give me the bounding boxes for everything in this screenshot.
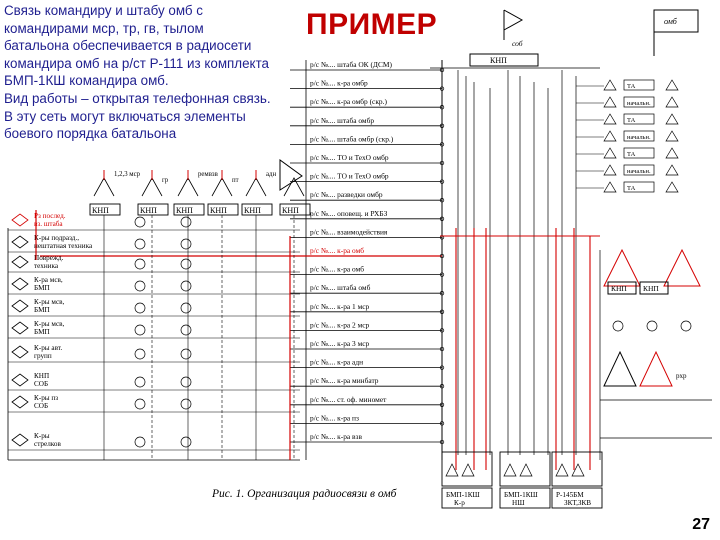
station-label: КНП [140, 206, 157, 215]
station-label: КНП [92, 206, 109, 215]
subscriber-label: групп [34, 352, 52, 360]
net-label: р/с №.... к-ра омб [310, 264, 365, 274]
vehicle-label: ЗКТ,ЗКВ [564, 499, 592, 507]
vehicle-label: БМП-1КШ [446, 491, 480, 499]
triangle-icon [604, 148, 616, 158]
flag [504, 10, 522, 30]
net-label: р/с №.... к-ра омбр [310, 78, 368, 88]
station-label: КНП [244, 206, 261, 215]
station-circle [135, 259, 145, 269]
diamond-icon [12, 236, 28, 248]
net-label: р/с №.... к-ра адн [310, 357, 364, 367]
station-circle [181, 281, 191, 291]
subscriber-label: начальн. [627, 100, 651, 107]
station-circle [613, 321, 623, 331]
subscriber-label: СОБ [34, 380, 49, 388]
vehicle-boxes [442, 452, 602, 508]
net-label: р/с №.... разведки омбр [310, 190, 383, 200]
diamond-icon [12, 256, 28, 268]
intro-line: Связь командиру и штабу омб с [4, 3, 203, 18]
triangle-icon [604, 80, 616, 90]
subscriber-label: К-ры подразд., [34, 234, 80, 242]
subscriber-label: ТА [627, 117, 636, 124]
subscriber-label: техника [34, 262, 59, 270]
station-circle [135, 437, 145, 447]
subscriber-label: К-ры [34, 432, 50, 440]
figure-caption: Рис. 1. Организация радиосвязи в омб [212, 488, 397, 500]
subscriber-label: КНП [611, 284, 627, 293]
net-label: р/с №.... к-ра омб [310, 246, 365, 255]
station-group-label: гр [162, 177, 169, 184]
triangle-icon [666, 131, 678, 141]
flag-sob-label: соб [512, 39, 523, 48]
station-circle [181, 349, 191, 359]
right-subscribers [576, 80, 712, 460]
diamond-icon [12, 322, 28, 334]
subscriber-label: К-ры авт. [34, 344, 63, 352]
net-label: р/с №.... оповещ. и РХБЗ [310, 208, 388, 218]
triangle-icon [94, 178, 114, 196]
net-label: р/с №.... ст. оф. миномет [310, 394, 387, 404]
station-circle [135, 377, 145, 387]
triangle-icon [212, 178, 232, 196]
net-label: р/с №.... ТО и ТехО омбр [310, 171, 389, 181]
subscriber-label: вз. штаба [34, 220, 63, 228]
diamond-icon [12, 300, 28, 312]
net-label: р/с №.... к-ра пз [310, 413, 359, 423]
subscriber-label: стрелков [34, 440, 61, 448]
triangle-icon [666, 97, 678, 107]
diamond-icon [12, 434, 28, 446]
subscriber-label: БМП [34, 306, 50, 314]
intro-line: БМП-1КШ командира омб. [4, 73, 169, 89]
subscriber-label: Рз послед. [34, 212, 66, 220]
subscriber-label: начальн. [627, 168, 651, 175]
station-label: КНП [210, 206, 227, 215]
triangle-icon [666, 165, 678, 175]
station-group-label: адн [266, 171, 277, 178]
net-label: р/с №.... к-ра 2 мср [310, 320, 370, 330]
triangle-icon [178, 178, 198, 196]
station-label: КНП [176, 206, 193, 215]
subscriber-label: Поврежд. [34, 254, 64, 262]
subscriber-label: К-ры мсв, [34, 298, 65, 306]
net-label: р/с №.... ТО и ТехО омбр [310, 153, 389, 162]
station-group-label: ремвзв [198, 171, 218, 178]
triangle-icon [604, 97, 616, 107]
intro-line: боевого порядка батальона [4, 126, 177, 142]
triangle-icon [604, 165, 616, 175]
red-triangle-icon [640, 352, 672, 386]
station-circle [181, 437, 191, 447]
vehicle-label: НШ [512, 499, 525, 507]
diamond-icon [12, 346, 28, 358]
vehicle-label: К-р [454, 499, 465, 507]
diamond-icon [12, 374, 28, 386]
subscriber-label: начальн. [627, 134, 651, 141]
subscriber-label: К-ры мсв, [34, 320, 65, 328]
subscriber-label: рхр [676, 372, 687, 380]
net-label: р/с №.... штаба омб [310, 283, 371, 293]
triangle-icon [666, 148, 678, 158]
subscriber-label: КНП [34, 372, 50, 380]
flag-omb-label: омб [664, 17, 677, 26]
triangle-icon [280, 160, 302, 190]
intro-line: батальона обеспечивается в радиосети [4, 38, 252, 54]
triangle-icon [604, 114, 616, 124]
net-label: р/с №.... к-ра 3 мср [310, 339, 370, 348]
station-circle [135, 281, 145, 291]
station-circle [181, 259, 191, 269]
station-circle [181, 217, 191, 227]
subscriber-label: ТА [627, 185, 636, 192]
net-label: р/с №.... взаимодействия [310, 227, 388, 237]
triangle-icon [246, 178, 266, 196]
subscriber-label: нештатная техника [34, 242, 93, 250]
triangle-icon [446, 464, 474, 476]
subscriber-label: К-ра мсв, [34, 276, 63, 284]
intro-line: Вид работы – открытая телефонная связь. [4, 90, 271, 106]
vehicle-label: Р-145БМ [556, 491, 584, 499]
vehicle-label: БМП-1КШ [504, 491, 538, 499]
net-label: р/с №.... к-ра взв [310, 432, 362, 441]
station-circle [135, 217, 145, 227]
station-group-label: пт [232, 177, 239, 184]
triangle-icon [604, 352, 636, 386]
triangle-icon [604, 182, 616, 192]
page-number: 27 [692, 516, 710, 533]
diamond-icon [12, 396, 28, 408]
subscriber-label: БМП [34, 284, 50, 292]
knp-label: КНП [490, 56, 507, 65]
diamond-icon [12, 278, 28, 290]
triangle-icon [604, 131, 616, 141]
station-circle [647, 321, 657, 331]
station-circle [681, 321, 691, 331]
red-triangle-icon [664, 250, 700, 286]
station-label: КНП [282, 206, 299, 215]
station-circle [135, 399, 145, 409]
station-circle [181, 239, 191, 249]
triangle-icon [142, 178, 162, 196]
triangle-icon [504, 464, 532, 476]
example-label: ПРИМЕР [306, 8, 438, 41]
subscriber-label: СОБ [34, 402, 49, 410]
top-flags [430, 10, 698, 68]
subscriber-label: ТА [627, 83, 636, 90]
net-label: р/с №.... штаба ОК (ДСМ) [310, 60, 392, 69]
station-circle [135, 239, 145, 249]
triangle-icon [556, 464, 584, 476]
triangle-icon [666, 114, 678, 124]
station-circle [135, 349, 145, 359]
intro-line: В эту сеть могут включаться элементы [4, 108, 246, 124]
net-label: р/с №.... к-ра омбр (скр.) [310, 97, 387, 107]
net-label: р/с №.... к-ра минбатр [310, 376, 379, 386]
subscriber-label: ТА [627, 151, 636, 158]
net-label: р/с №.... штаба омбр [310, 115, 375, 125]
subscriber-label: КНП [643, 284, 659, 293]
station-circle [135, 325, 145, 335]
station-circle [181, 325, 191, 335]
station-circle [181, 303, 191, 313]
intro-line: командирами мср, тр, гв, тылом [4, 20, 204, 36]
subscriber-label: К-ры пз [34, 394, 59, 402]
intro-line: командира омб на р/ст Р-111 из комплекта [4, 55, 269, 71]
triangle-icon [666, 182, 678, 192]
net-label: р/с №.... штаба омбр (скр.) [310, 134, 394, 144]
station-circle [135, 303, 145, 313]
station-circle [181, 399, 191, 409]
station-circle [181, 377, 191, 387]
red-triangle-icon [604, 250, 640, 286]
diamond-icon [12, 214, 28, 226]
station-group-label: 1,2,3 мср [114, 171, 141, 178]
subscriber-label: БМП [34, 328, 50, 336]
station-row [90, 160, 310, 460]
triangle-icon [666, 80, 678, 90]
net-label: р/с №.... к-ра 1 мср [310, 301, 370, 311]
